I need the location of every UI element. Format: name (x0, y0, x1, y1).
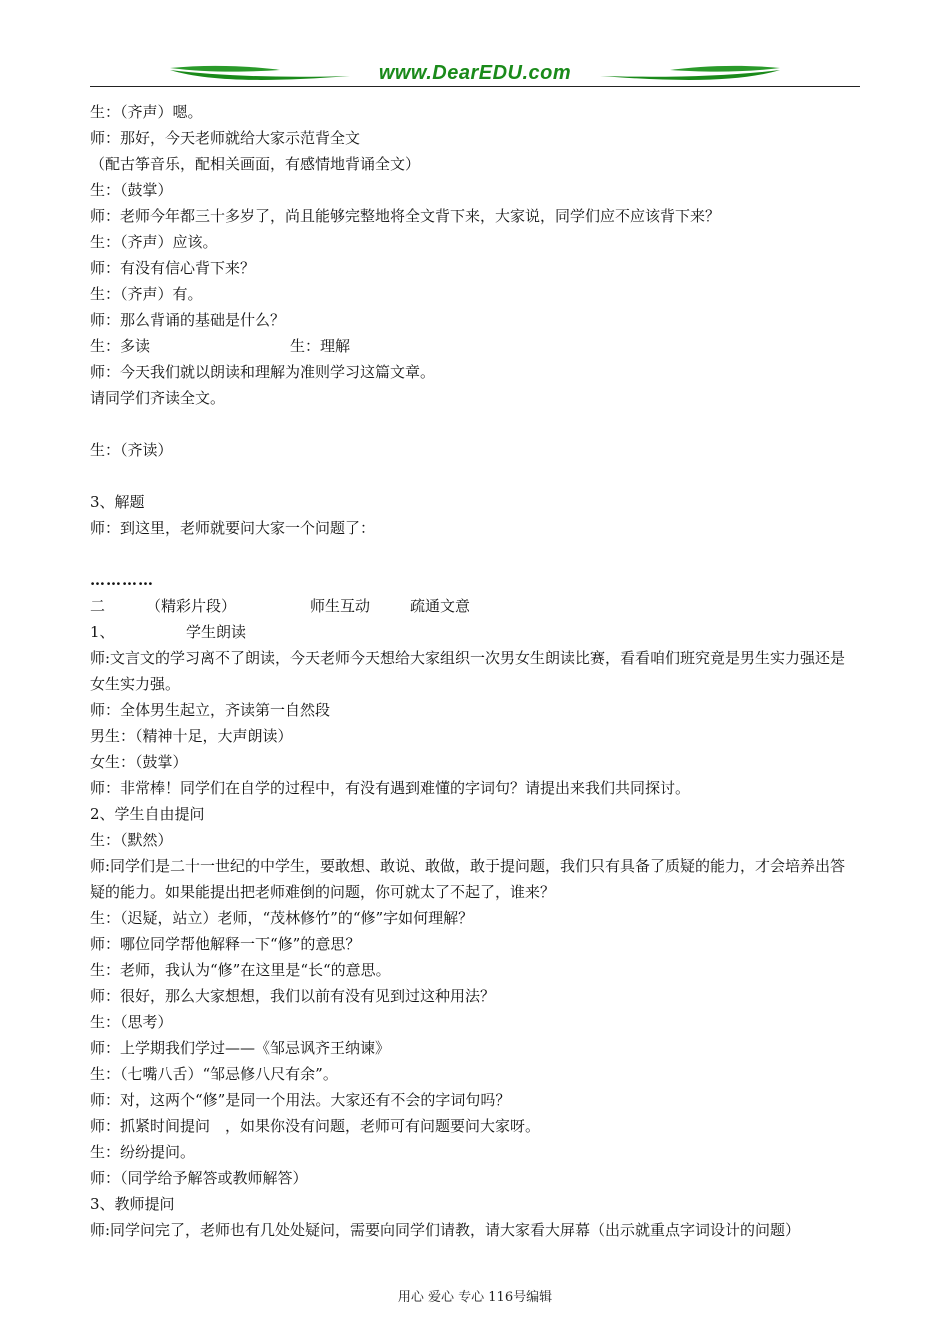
text-line: 请同学们齐读全文。 (90, 389, 226, 407)
page-footer: 用心 爱心 专心 116号编辑 (397, 1290, 553, 1305)
text-line: 3、教师提问 (90, 1195, 175, 1213)
text-line: 师：有没有信心背下来？ (90, 259, 256, 277)
text-line: 生：（默然） (90, 831, 173, 849)
text-line: 师：那好，今天老师就给大家示范背全文 (90, 129, 361, 147)
text-line: 师：上学期我们学过——《邹忌讽齐王纳谏》 (90, 1039, 391, 1057)
text-line: 生：（思考） (90, 1013, 173, 1031)
text-line: 师:同学们是二十一世纪的中学生，要敢想、敢说、敢做，敢于提问题，我们只有具备了质疑的能力，才会培养出答疑的能力。如果能提出把老师难倒的问题，你可就太了不起了，谁来？ (90, 857, 846, 901)
document-body (90, 99, 860, 1243)
text-line: 生：（鼓掌） (90, 181, 173, 199)
text-line: 师：那么背诵的基础是什么？ (90, 311, 286, 329)
text-line: 女生：（鼓掌） (90, 753, 188, 771)
text-line: 生：老师，我认为“修”在这里是“长“的意思。 (90, 961, 391, 979)
text-line: 师：全体男生起立，齐读第一自然段 (90, 701, 331, 719)
text-line: 师：（同学给予解答或教师解答） (90, 1169, 308, 1187)
site-url-logo: www.DearEDU.com (378, 62, 572, 84)
answer-row: 生：多读 生：理解 (90, 337, 351, 355)
text-line: 生：（齐声）应该。 (90, 233, 218, 251)
text-line: 生：纷纷提问。 (90, 1143, 196, 1161)
text-line: 师：今天我们就以朗读和理解为准则学习这篇文章。 (90, 363, 436, 381)
part-heading: 二 （精彩片段） 师生互动 疏通文意 (90, 597, 471, 615)
text-line: 生：（齐声）有。 (90, 285, 203, 303)
text-line: 生：（迟疑，站立）老师，“茂林修竹”的“修”字如何理解？ (90, 909, 474, 927)
text-line: 生：（齐声）嗯。 (90, 103, 203, 121)
text-line: 师：哪位同学帮他解释一下“修”的意思？ (90, 935, 361, 953)
text-line: 师:同学问完了，老师也有几处处疑问，需要向同学们请教，请大家看大屏幕（出示就重点字词设计的问题） (90, 1221, 801, 1239)
ellipsis: ………… (90, 571, 154, 589)
subsection-heading: 1、 学生朗读 (90, 623, 247, 641)
text-line: 男生：（精神十足，大声朗读） (90, 727, 293, 745)
text-line: 师：对，这两个“修”是同一个用法。大家还有不会的字词句吗？ (90, 1091, 511, 1109)
text-line: 师：老师今年都三十多岁了，尚且能够完整地将全文背下来，大家说，同学们应不应该背下来？ (90, 207, 721, 225)
section-heading: 3、解题 (90, 493, 145, 511)
text-line: 2、学生自由提问 (90, 805, 205, 823)
text-line: 师：到这里，老师就要问大家一个问题了： (90, 519, 376, 537)
text-line: 师：非常棒！同学们在自学的过程中，有没有遇到难懂的字词句？请提出来我们共同探讨。 (90, 779, 691, 797)
text-line: 师：抓紧时间提问 ，如果你没有问题，老师可有问题要问大家呀。 (90, 1117, 541, 1135)
text-line: 生：（七嘴八舌）“邹忌修八尺有余”。 (90, 1065, 338, 1083)
text-line: 生：（齐读） (90, 441, 173, 459)
header-rule (90, 86, 860, 87)
text-line: 师:文言文的学习离不了朗读，今天老师今天想给大家组织一次男女生朗读比赛，看看咱们班究竟是男生实力强还是女生实力强。 (90, 649, 846, 693)
text-line: 师：很好，那么大家想想，我们以前有没有见到过这种用法？ (90, 987, 496, 1005)
text-line: （配古筝音乐，配相关画面，有感情地背诵全文） (90, 155, 421, 173)
